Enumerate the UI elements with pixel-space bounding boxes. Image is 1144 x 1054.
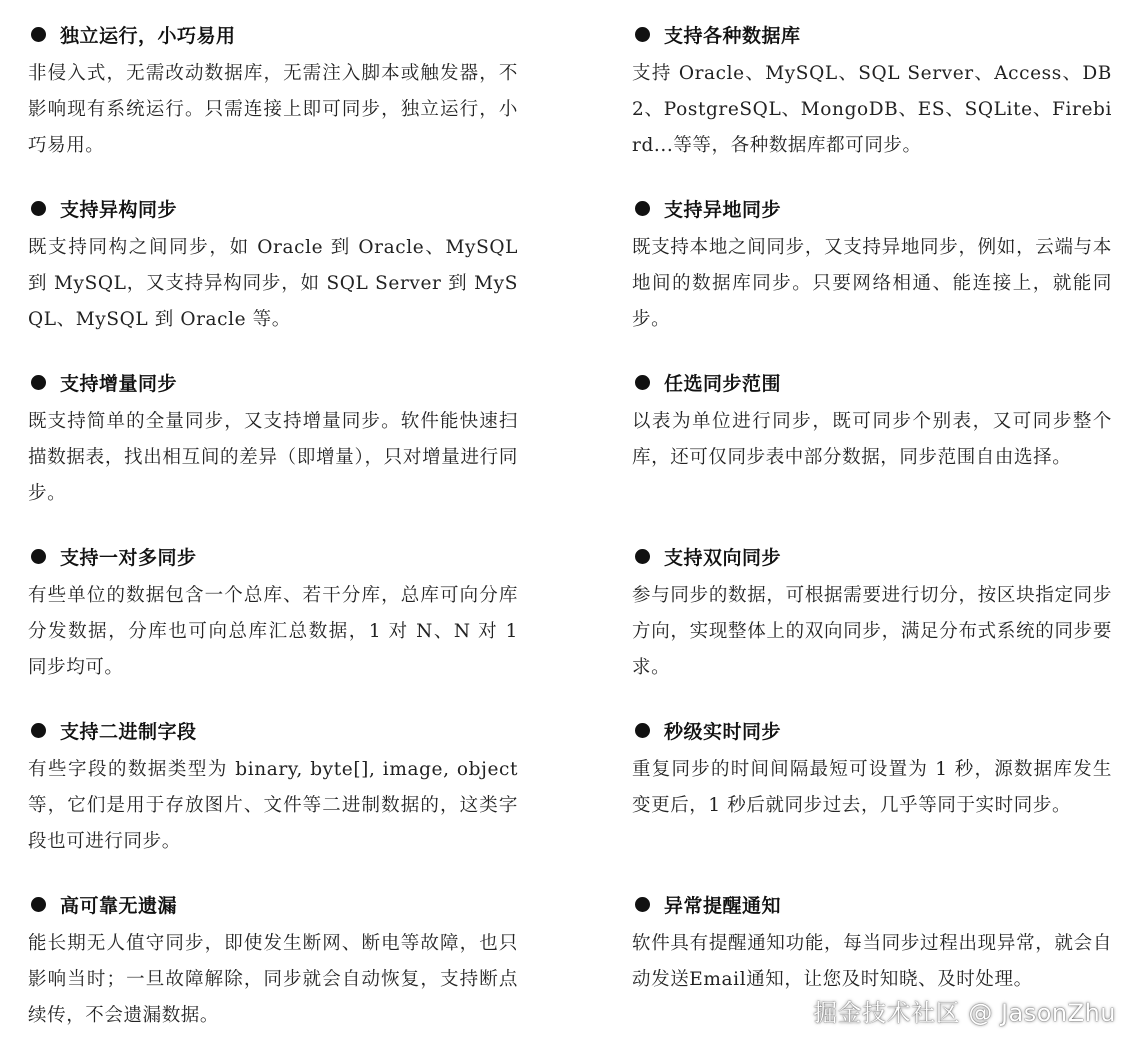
bullet-icon [31,549,46,564]
feature-description: 软件具有提醒通知功能，每当同步过程出现异常，就会自动发送Email通知，让您及时知晓、及时处理。 [632,933,1112,990]
feature-title: 支持异地同步 [664,198,782,221]
feature-description: 重复同步的时间间隔最短可设置为 1 秒，源数据库发生变更后，1 秒后就同步过去，几乎等同于实时同步。 [632,759,1112,816]
feature-heterogeneous-sync [28,193,518,338]
feature-incremental-sync [28,367,518,512]
bullet-icon [31,723,46,738]
bullet-icon [635,201,650,216]
bullet-icon [635,27,650,42]
feature-heading [28,541,518,571]
feature-heading [632,541,1112,571]
feature-title: 异常提醒通知 [664,894,782,917]
feature-heading [632,715,1112,745]
bullet-icon [31,375,46,390]
feature-description: 既支持同构之间同步，如 Oracle 到 Oracle、MySQL 到 MySQL，又支持异构同步，如 SQL Server 到 MySQL、MySQL 到 Oracle 等。 [28,237,518,330]
feature-title: 支持一对多同步 [60,546,197,569]
feature-heading [28,367,518,397]
feature-one-to-many [28,541,518,686]
feature-title: 支持二进制字段 [60,720,197,743]
feature-title: 秒级实时同步 [664,720,782,743]
feature-title: 高可靠无遗漏 [60,894,178,917]
bullet-icon [31,27,46,42]
feature-heading [28,193,518,223]
bullet-icon [31,897,46,912]
feature-description: 既支持简单的全量同步，又支持增量同步。软件能快速扫描数据表，找出相互间的差异（即增量），只对增量进行同步。 [28,411,518,504]
feature-description: 既支持本地之间同步，又支持异地同步，例如，云端与本地间的数据库同步。只要网络相通、能连接上，就能同步。 [632,237,1112,330]
bullet-icon [635,723,650,738]
feature-description: 非侵入式，无需改动数据库，无需注入脚本或触发器，不影响现有系统运行。只需连接上即可同步，独立运行，小巧易用。 [28,63,518,156]
feature-description: 有些单位的数据包含一个总库、若干分库，总库可向分库分发数据，分库也可向总库汇总数据，1 对 N、N 对 1 同步均可。 [28,585,518,678]
watermark: 掘金技术社区 @ JasonZhu [813,999,1116,1027]
feature-bidirectional-sync [632,541,1112,686]
feature-alert-notification [632,889,1112,998]
feature-title: 任选同步范围 [664,372,782,395]
feature-description: 以表为单位进行同步，既可同步个别表，又可同步整个库，还可仅同步表中部分数据，同步范围自由选择。 [632,411,1112,468]
feature-description: 参与同步的数据，可根据需要进行切分，按区块指定同步方向，实现整体上的双向同步，满足分布式系统的同步要求。 [632,585,1112,678]
feature-sync-scope [632,367,1112,476]
feature-realtime-sync [632,715,1112,824]
feature-heading [632,193,1112,223]
feature-title: 支持双向同步 [664,546,782,569]
feature-heading [632,889,1112,919]
bullet-icon [635,897,650,912]
feature-title: 独立运行，小巧易用 [60,24,236,47]
feature-title: 支持增量同步 [60,372,178,395]
feature-binary-fields [28,715,518,860]
feature-description: 能长期无人值守同步，即使发生断网、断电等故障，也只影响当时；一旦故障解除，同步就会自动恢复，支持断点续传，不会遗漏数据。 [28,933,518,1026]
feature-standalone [28,19,518,164]
bullet-icon [635,375,650,390]
feature-heading [28,715,518,745]
feature-heading [632,367,1112,397]
feature-heading [632,19,1112,49]
feature-description: 有些字段的数据类型为 binary, byte[], image, object 等，它们是用于存放图片、文件等二进制数据的，这类字段也可进行同步。 [28,759,518,852]
feature-description: 支持 Oracle、MySQL、SQL Server、Access、DB2、PostgreSQL、MongoDB、ES、SQLite、Firebird...等等，各种数据库都可同步。 [632,63,1112,156]
feature-heading [28,889,518,919]
feature-remote-sync [632,193,1112,338]
feature-reliability [28,889,518,1034]
feature-title: 支持各种数据库 [664,24,801,47]
bullet-icon [635,549,650,564]
bullet-icon [31,201,46,216]
feature-databases [632,19,1112,164]
feature-heading [28,19,518,49]
feature-title: 支持异构同步 [60,198,178,221]
